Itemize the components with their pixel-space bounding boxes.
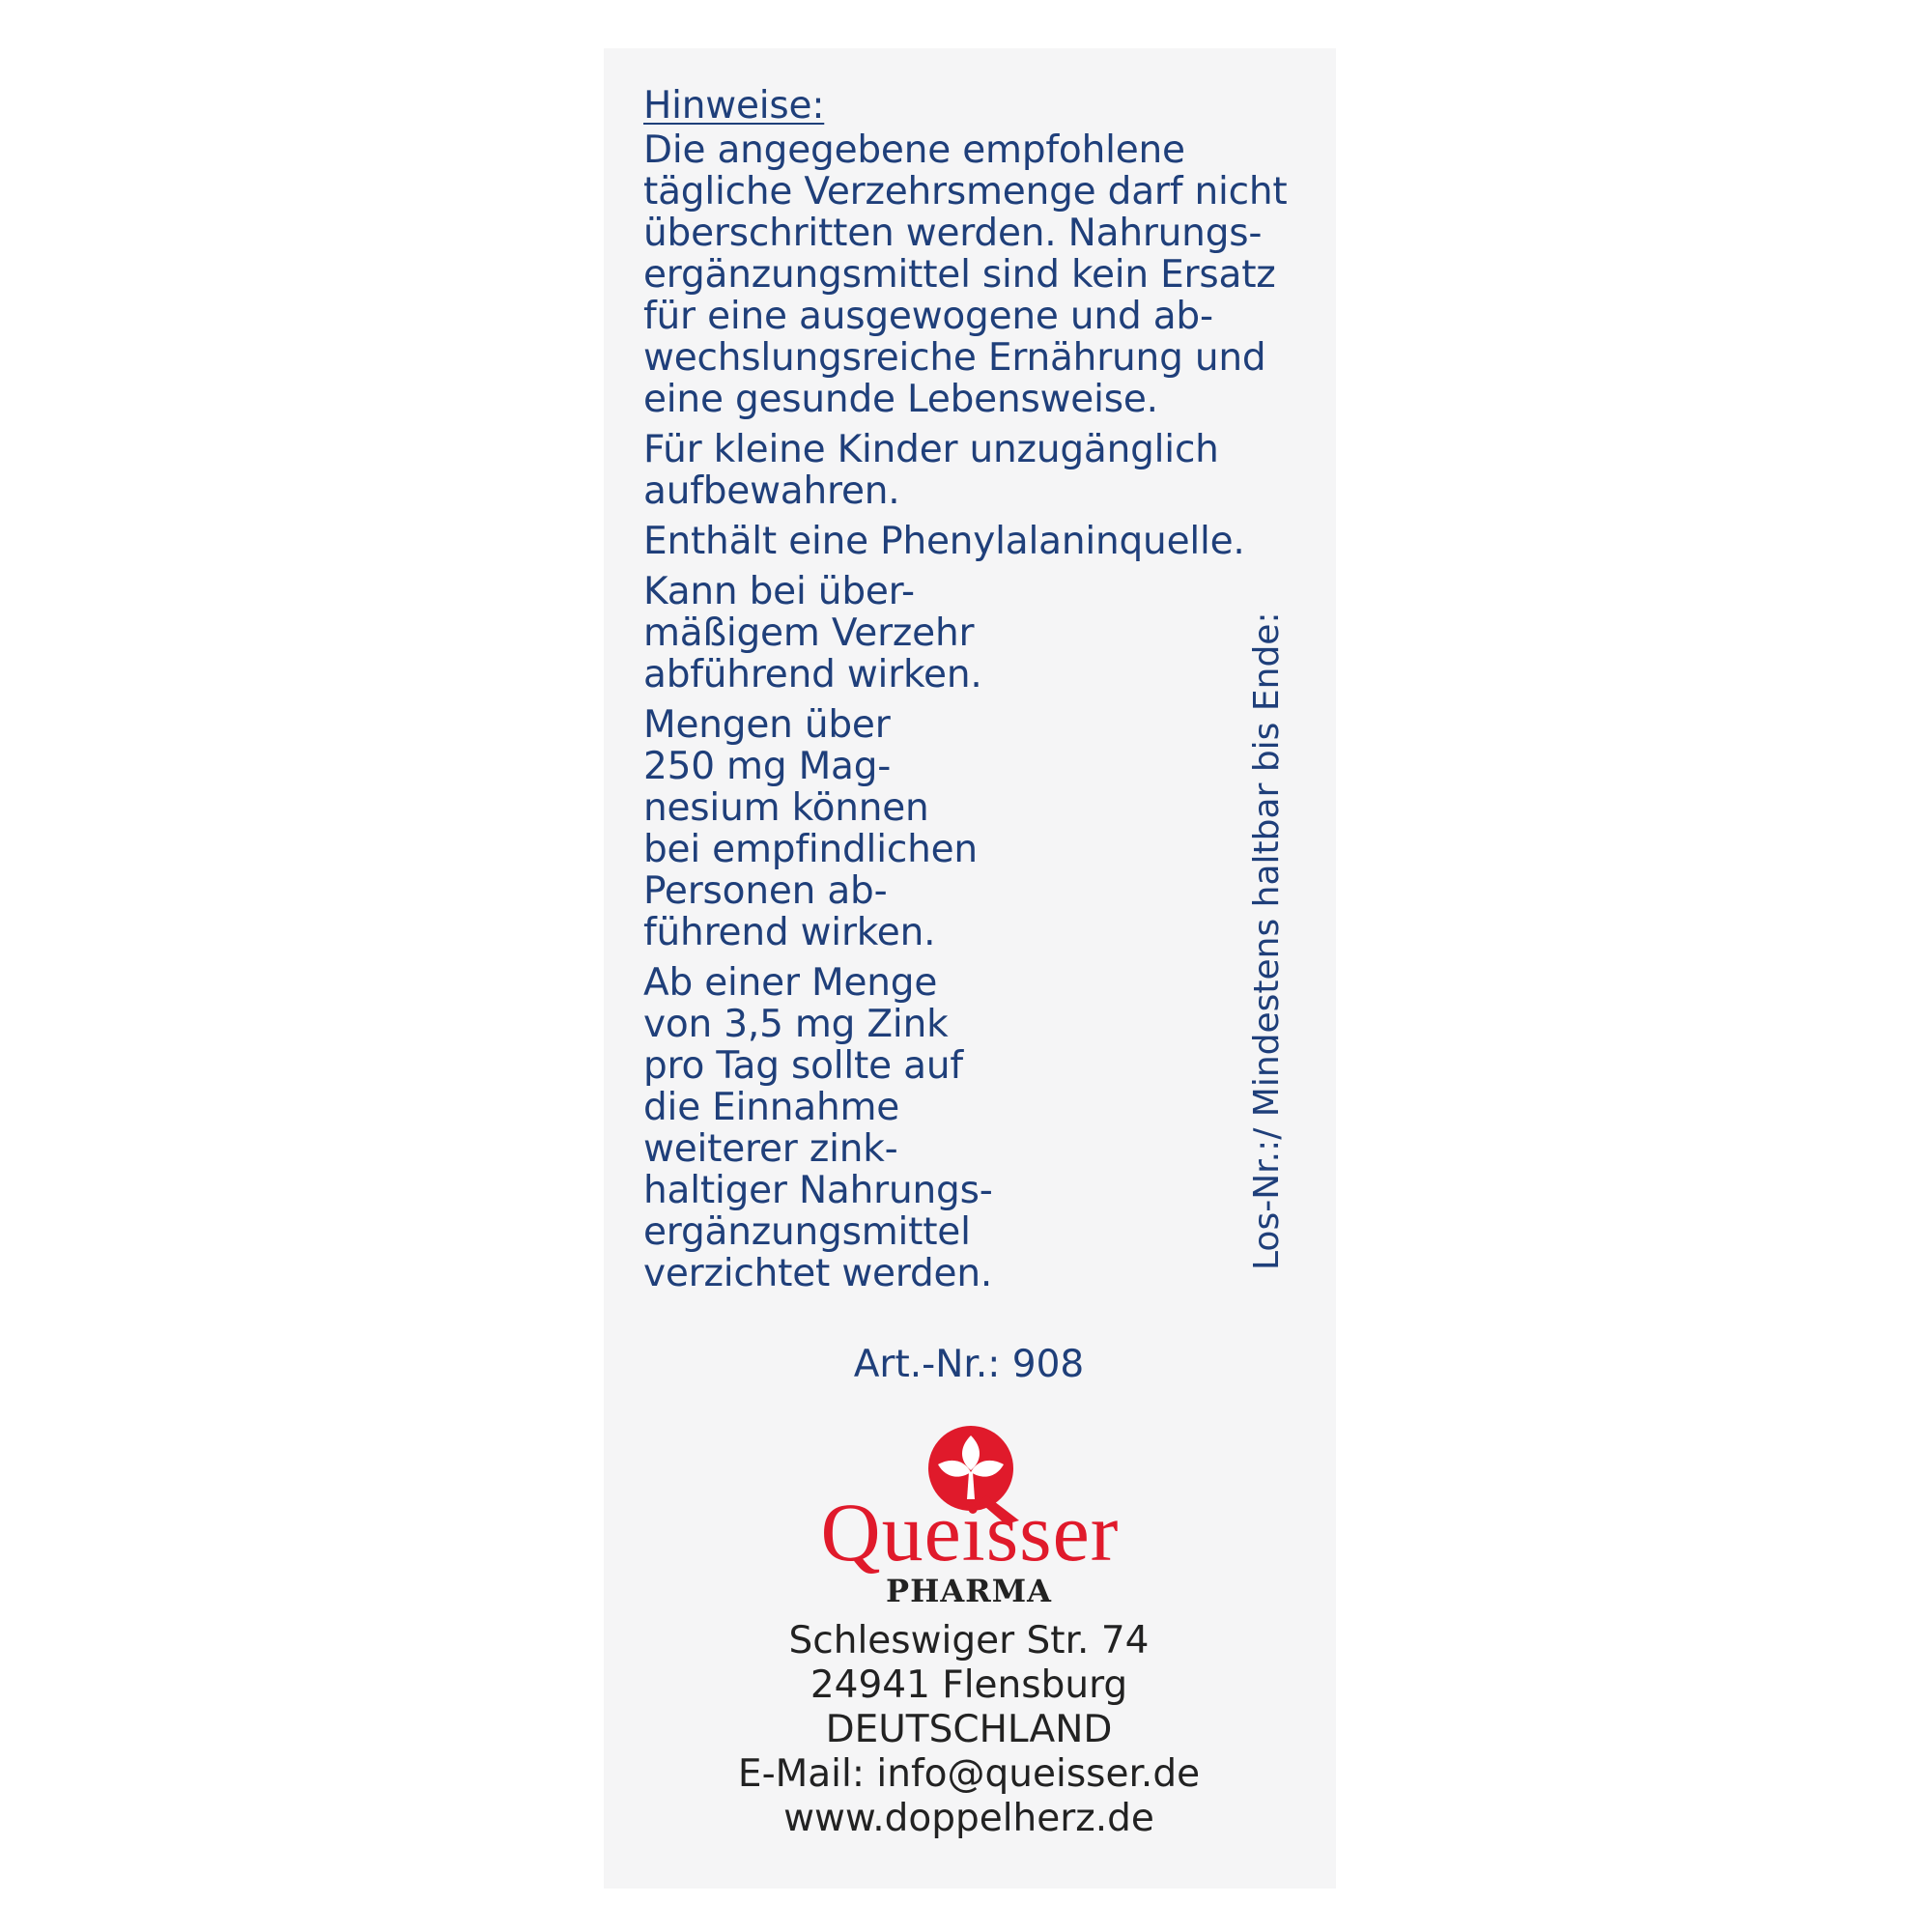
address-website: www.doppelherz.de [783,1797,1154,1840]
hinweise-paragraph: Ab einer Menge von 3,5 mg Zink pro Tag sollte auf die Einnahme weiterer zink- haltiger Nahrungs- ergänzungsmittel verzichtet werden. [643,961,993,1295]
brand-name: Queisser [820,1486,1120,1578]
hinweise-section [643,85,1320,1303]
hinweise-paragraph: Kann bei über- mäßigem Verzehr abführend wirken. [643,570,982,696]
address-street: Schleswiger Str. 74 [788,1619,1150,1662]
address-country: DEUTSCHLAND [825,1708,1113,1751]
article-number: Art.-Nr.: 908 [853,1343,1085,1386]
hinweise-paragraph: Mengen über 250 mg Mag- nesium können bei empfindlichen Personen ab- führend wirken. [643,703,978,954]
hinweise-heading: Hinweise: [643,84,825,128]
hinweise-paragraph: Die angegebene empfohlene tägliche Verzehrsmenge darf nicht überschritten werden. Nahrungs- ergänzungsmittel sind kein Ersatz für eine ausgewogene und ab- wechslungsreiche Ernährung und eine gesunde Lebensweise. [643,128,1288,421]
brand-subtitle: PHARMA [886,1573,1052,1609]
address-block [0,1619,1932,1841]
hinweise-paragraph: Enthält eine Phenylalaninquelle. [643,520,1245,563]
address-city: 24941 Flensburg [810,1663,1128,1707]
lot-number-label: Los-Nr.:/ Mindestens haltbar bis Ende: [1247,611,1287,1270]
address-email: E-Mail: info@queisser.de [737,1752,1201,1796]
hinweise-paragraph: Für kleine Kinder unzugänglich aufbewahren. [643,428,1219,513]
